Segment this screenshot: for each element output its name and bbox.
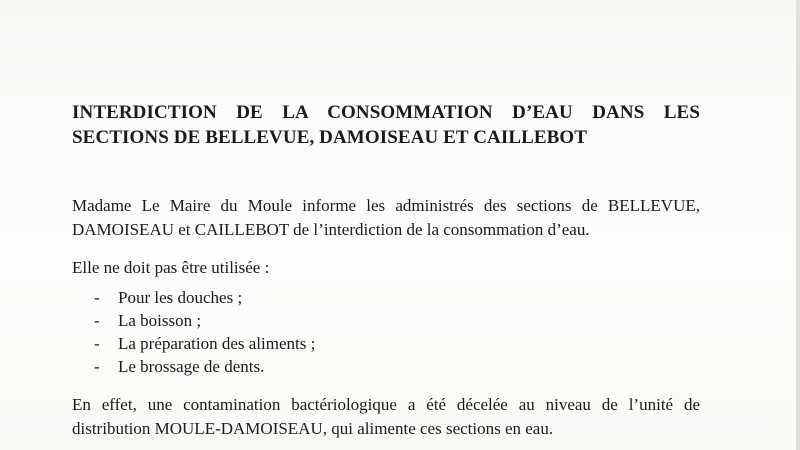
intro-paragraph-line-2: DAMOISEAU et CAILLEBOT de l’interdiction de la consommation d’eau. (72, 220, 590, 239)
list-item-text: Pour les douches ; (118, 288, 243, 307)
restriction-intro: Elle ne doit pas être utilisée : (72, 258, 270, 277)
list-dash: - (94, 334, 100, 353)
title-line-1: INTERDICTION DE LA CONSOMMATION D’EAU DANS LES (72, 102, 700, 123)
title-line-2: SECTIONS DE BELLEVUE, DAMOISEAU ET CAILLEBOT (72, 127, 588, 148)
list-item (72, 355, 315, 378)
list-item-text: Le brossage de dents. (118, 357, 265, 376)
list-item-text: La préparation des aliments ; (118, 334, 316, 353)
explanation-paragraph-line-2: distribution MOULE-DAMOISEAU, qui alimente ces sections en eau. (72, 419, 554, 438)
restriction-list (72, 286, 315, 378)
list-item (72, 286, 315, 309)
list-item (72, 332, 315, 355)
list-dash: - (94, 288, 100, 307)
explanation-paragraph-line-1: En effet, une contamination bactériologique a été décelée au niveau de l’unité de (72, 395, 700, 414)
intro-paragraph (72, 194, 700, 242)
explanation-paragraph (72, 393, 700, 441)
list-dash: - (94, 357, 100, 376)
list-dash: - (94, 311, 100, 330)
list-item (72, 309, 315, 332)
document-title (72, 100, 700, 150)
intro-paragraph-line-1: Madame Le Maire du Moule informe les administrés des sections de BELLEVUE, (72, 196, 700, 215)
page-edge-shadow (796, 0, 800, 450)
list-item-text: La boisson ; (118, 311, 202, 330)
